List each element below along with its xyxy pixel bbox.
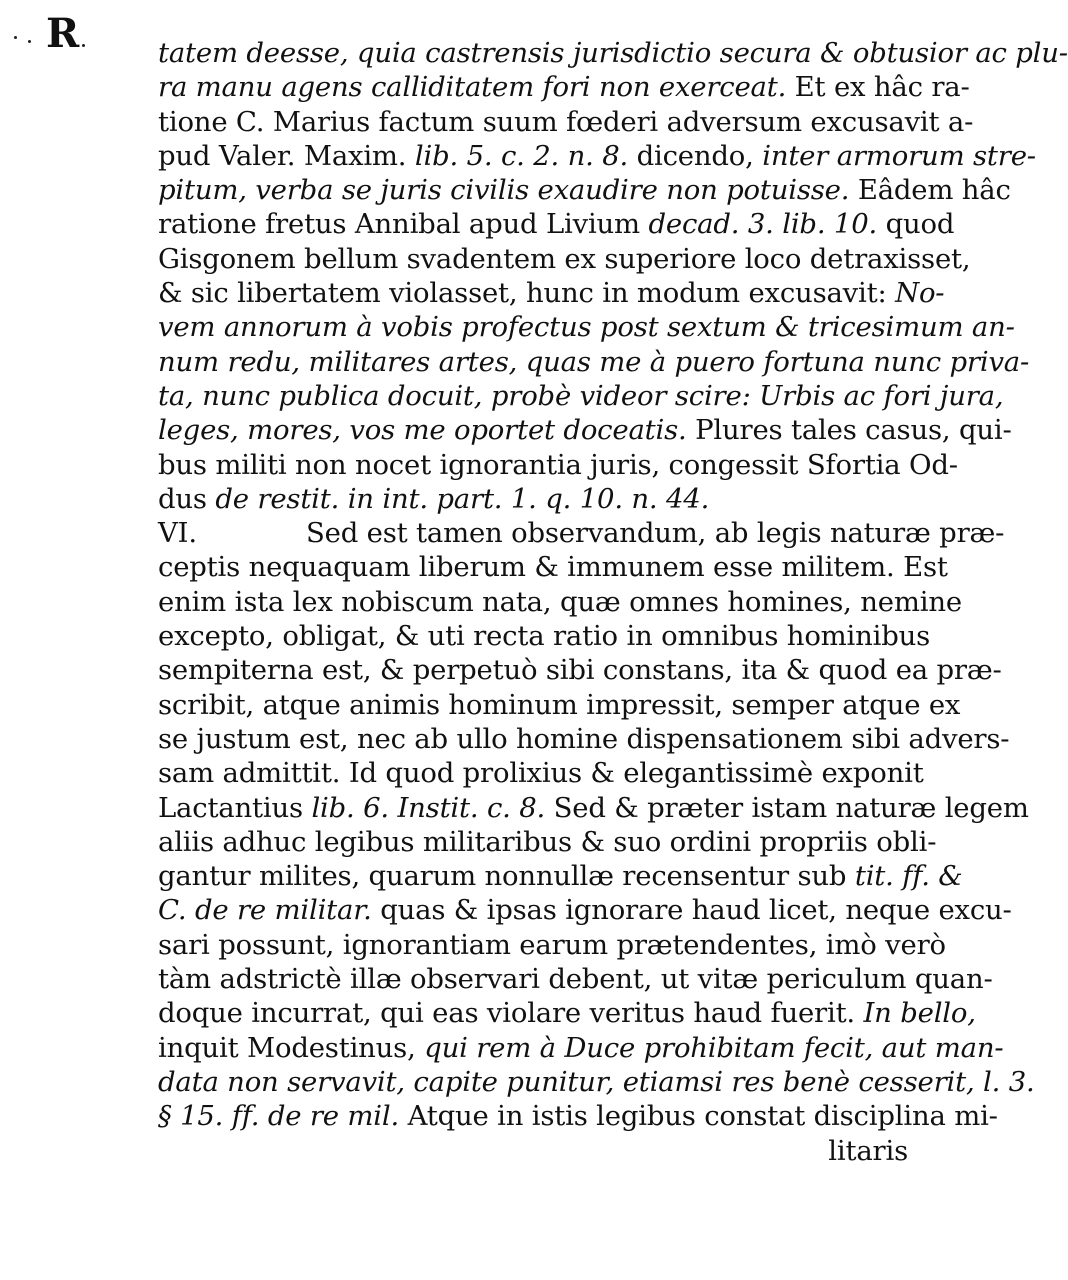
italic-text: num redu, militares artes, quas me à puero fortuna nunc priva- [158, 345, 1030, 378]
italic-text: pitum, verba se juris civilis exaudire non potuisse. [158, 174, 850, 207]
italic-text: inter armorum stre- [762, 139, 1036, 172]
text-line [158, 996, 976, 1030]
text-line [158, 242, 971, 276]
text-line [158, 36, 1068, 70]
text-line [158, 791, 1029, 825]
italic-text: tatem deesse, quia castrensis jurisdictio secura & obtusior ac plu- [158, 37, 1068, 69]
roman-text: Atque in istis legibus constat disciplina mi- [399, 1100, 998, 1133]
italic-text: lib. 5. c. 2. n. 8. [414, 139, 629, 172]
catchword: litaris [828, 1134, 908, 1167]
roman-text: Sed & præter istam naturæ legem [545, 791, 1029, 824]
roman-text: ratione fretus Annibal apud Livium [158, 208, 649, 241]
roman-text: se justum est, nec ab ullo homine dispensationem sibi advers- [158, 722, 1010, 755]
text-line [158, 207, 955, 241]
italic-text: decad. 3. lib. 10. [648, 208, 878, 241]
italic-text: In bello, [863, 997, 976, 1030]
text-line [158, 928, 946, 962]
text-line [158, 1031, 1004, 1065]
text-line [158, 310, 1015, 344]
text-line [158, 653, 1002, 687]
roman-text: sari possunt, ignorantiam earum prætendentes, imò verò [158, 928, 946, 961]
text-line [158, 516, 1005, 550]
roman-text: tàm adstrictè illæ observari debent, ut vitæ periculum quan- [158, 963, 993, 996]
text-line [158, 105, 974, 139]
roman-text: ceptis nequaquam liberum & immunem esse militem. Est [158, 551, 948, 584]
body-text [158, 36, 1068, 1168]
italic-text: C. de re militar. [158, 894, 372, 927]
roman-text: Lactantius [158, 791, 312, 824]
marginal-glyph: R [46, 10, 80, 57]
italic-text: § 15. ff. de re mil. [158, 1100, 400, 1133]
text-line [158, 448, 958, 482]
text-line [158, 482, 918, 516]
text-line [158, 859, 963, 893]
roman-text: Sed est tamen observandum, ab legis naturæ præ- [306, 517, 1005, 550]
roman-text: dus [158, 482, 216, 515]
text-line [158, 276, 945, 310]
italic-text: No- [895, 277, 945, 310]
roman-text: sam admittit. Id quod prolixius & elegantissimè exponit [158, 757, 924, 790]
roman-text: Plures tales casus, qui- [686, 414, 1012, 447]
text-line [158, 1065, 1035, 1099]
italic-text: vem annorum à vobis profectus post sextum & tricesimum an- [158, 311, 1015, 344]
italic-text: de restit. in int. part. 1. q. 10. n. 44. [215, 482, 710, 515]
roman-text: inquit Modestinus, [158, 1031, 425, 1064]
text-line [158, 413, 1012, 447]
italic-text: tit. ff. & [854, 860, 963, 893]
roman-text: Et ex hâc ra- [786, 71, 970, 104]
roman-text: & sic libertatem violasset, hunc in modum excusavit: [158, 277, 896, 310]
text-line [158, 756, 924, 790]
italic-text: lib. 6. Instit. c. 8. [311, 791, 546, 824]
roman-text: Eâdem hâc [849, 174, 1011, 207]
ink-speck [14, 36, 17, 39]
text-line [158, 550, 948, 584]
roman-text: Gisgonem bellum svadentem ex superiore loco detraxisset, [158, 242, 971, 275]
roman-text: quod [877, 208, 955, 241]
roman-text: excepto, obligat, & uti recta ratio in omnibus hominibus [158, 620, 931, 653]
roman-text: sempiterna est, & perpetuò sibi constans, ita & quod ea præ- [158, 654, 1002, 687]
section-number: VI. [158, 517, 197, 550]
roman-text: enim ista lex nobiscum nata, quæ omnes homines, nemine [158, 585, 962, 618]
roman-text: pud Valer. Maxim. [158, 139, 415, 172]
roman-text: scribit, atque animis hominum impressit, semper atque ex [158, 688, 961, 721]
text-line [158, 345, 1030, 379]
text-line [158, 139, 1036, 173]
text-line [158, 962, 993, 996]
italic-text: ra manu agens calliditatem fori non exerceat. [158, 71, 787, 104]
marginal-mark [8, 10, 98, 57]
roman-text: aliis adhuc legibus militaribus & suo ordini propriis obli- [158, 825, 937, 858]
text-line [158, 688, 961, 722]
text-line [158, 1099, 998, 1133]
roman-text: doque incurrat, qui eas violare veritus haud fuerit. [158, 997, 864, 1030]
roman-text: gantur milites, quarum nonnullæ recensentur sub [158, 860, 855, 893]
italic-text: data non servavit, capite punitur, etiamsi res benè cesserit, l. 3. [158, 1065, 1035, 1098]
text-line [158, 585, 962, 619]
text-line [158, 70, 970, 104]
ink-speck [28, 40, 31, 43]
roman-text: tione C. Marius factum suum fœderi adversum excusavit a- [158, 105, 974, 138]
ink-speck [82, 44, 85, 47]
text-line [158, 722, 1010, 756]
text-line [158, 173, 1011, 207]
text-line [158, 619, 931, 653]
roman-text: quas & ipsas ignorare haud licet, neque excu- [371, 894, 1012, 927]
text-line [158, 893, 1012, 927]
italic-text: ta, nunc publica docuit, probè videor scire: Urbis ac fori jura, [158, 379, 1004, 412]
roman-text: dicendo, [628, 139, 763, 172]
text-line [158, 825, 937, 859]
text-line [158, 379, 1004, 413]
roman-text: bus militi non nocet ignorantia juris, congessit Sfortia Od- [158, 448, 958, 481]
italic-text: leges, mores, vos me oportet doceatis. [158, 414, 687, 447]
italic-text: qui rem à Duce prohibitam fecit, aut man- [424, 1031, 1004, 1064]
